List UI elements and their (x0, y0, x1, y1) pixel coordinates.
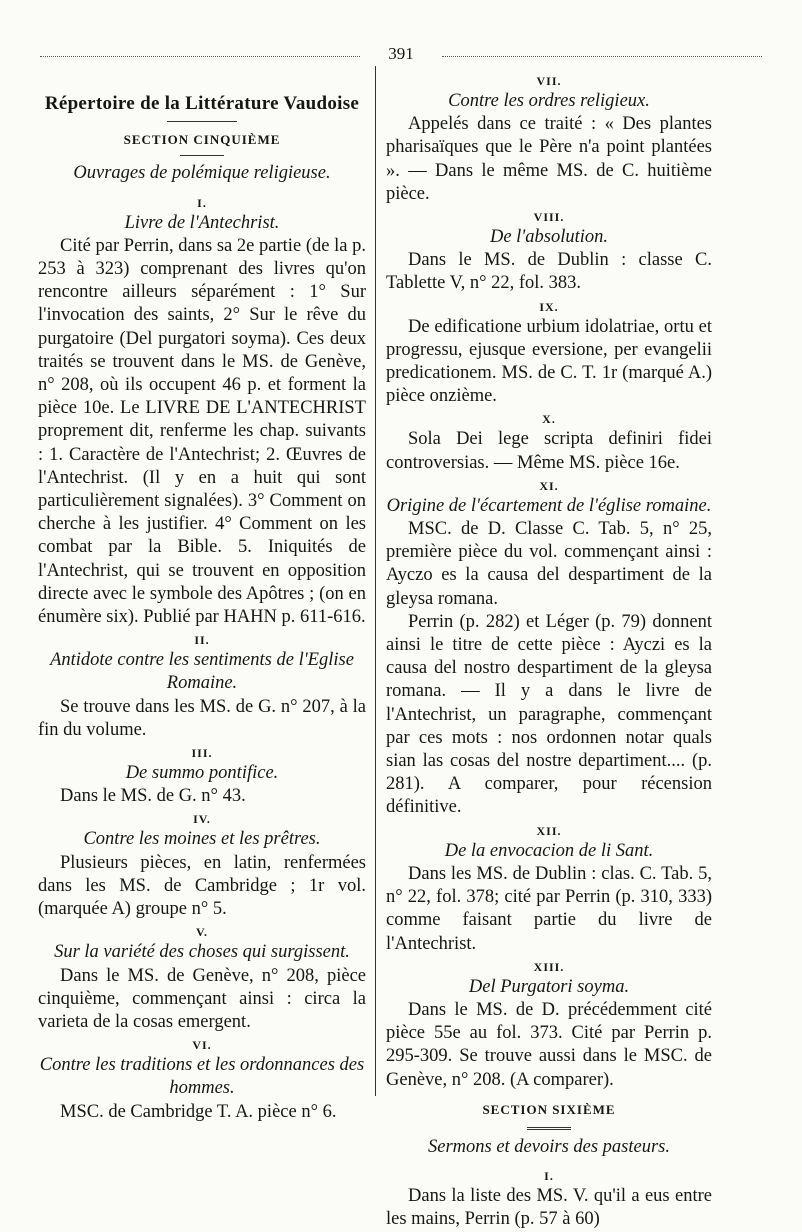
entry (38, 744, 366, 808)
entry-title: De l'absolution. (489, 227, 609, 248)
entry-number: IX. (539, 299, 559, 314)
entry-text: Dans la liste des MS. V. qu'il a eus entre les mains, Perrin (p. 57 à 60) (386, 1186, 712, 1230)
entry-title: Del Purgatori soyma. (468, 976, 630, 997)
entry-number: III. (191, 746, 213, 761)
entry-title: Livre de l'Antechrist. (124, 212, 280, 233)
entry-number: II. (194, 633, 210, 648)
column-divider (375, 66, 376, 1096)
entry (386, 477, 712, 820)
entry (386, 410, 712, 474)
page-number: 391 (388, 44, 414, 63)
right-column (386, 70, 712, 1232)
entry-text: MSC. de Cambridge T. A. pièce n° 6. (60, 1101, 337, 1122)
left-column (38, 70, 366, 1124)
page-header (40, 44, 762, 64)
entry-text: Sola Dei lege scripta definiri fidei controversias. — Même MS. pièce 16e. (386, 429, 712, 473)
title-rule (167, 121, 237, 122)
entry-title: Contre les moines et les prêtres. (83, 829, 321, 850)
entry-title: De summo pontifice. (125, 763, 279, 784)
entry-text: De edificatione urbium idolatriae, ortu et progressu, ejusque eversione, per evangelii predicationem. MS. de C. T. 1r (marqué A.) pièce onzième. (386, 316, 712, 407)
entry-number: I. (544, 1169, 554, 1184)
entry (38, 631, 366, 742)
entry (38, 194, 366, 630)
entry-number: VI. (192, 1038, 212, 1053)
entry (386, 208, 712, 296)
header-dotted-rule-left (40, 56, 360, 57)
entry-text: Dans le MS. de D. précédemment cité pièce 55e au fol. 373. Cité par Perrin p. 295-309. Se trouve aussi dans le MSC. de Genève, n° 208. (A comparer). (386, 999, 712, 1090)
section-subtitle: Ouvrages de polémique religieuse. (73, 163, 331, 184)
entry-number: V. (195, 925, 209, 940)
entry-text-continued: Perrin (p. 282) et Léger (p. 79) donnent ainsi le titre de cette pièce : Ayczi es la causa del nostro despartiment de la gleysa romana. — Il y a dans le livre de l'Antechrist, un paragraphe, commençant par ces mots : nos ordonnen notar quals sian las cosas del nostre departiment.... (p. 281). A comparer, pour récension définitive. (386, 611, 712, 818)
section-rule (180, 155, 224, 156)
entry-number: XI. (539, 478, 559, 493)
entry-text: Appelés dans ce traité : « Des plantes pharisaïques que le Père n'a point plantées ». — Dans le même MS. de C. huitième pièce. (386, 114, 712, 204)
entry (38, 810, 366, 921)
entry (386, 822, 712, 956)
entry-number: IV. (193, 812, 211, 827)
section-heading: SECTION CINQUIÈME (123, 132, 281, 148)
entry-text: Dans le MS. de Genève, n° 208, pièce cinquième, commençant ainsi : circa la varieta de la cosas emergent. (38, 965, 366, 1032)
entry (386, 72, 712, 206)
entry-text: Dans les MS. de Dublin : clas. C. Tab. 5, n° 22, fol. 378; cité par Perrin (p. 310, 333) comme faisant partie du livre de l'Antechrist. (386, 863, 712, 954)
section-subtitle: Sermons et devoirs des pasteurs. (427, 1136, 671, 1157)
entry-title: Contre les traditions et les ordonnances des hommes. (39, 1055, 365, 1099)
entry-title: De la envocacion de li Sant. (444, 840, 654, 861)
entry-text: MSC. de D. Classe C. Tab. 5, n° 25, première pièce du vol. commençant ainsi : Ayczo es la causa del despartiment de la gleysa romana. (386, 519, 712, 609)
entry-number: VII. (536, 74, 562, 88)
entry-text: Plusieurs pièces, en latin, renfermées dans les MS. de Cambridge ; 1r vol. (marquée A) groupe n° 5. (38, 852, 366, 920)
header-dotted-rule-right (442, 56, 762, 57)
entry-text: Se trouve dans les MS. de G. n° 207, à la fin du volume. (38, 696, 366, 740)
entry-number: XII. (536, 823, 562, 838)
entry (386, 1167, 712, 1231)
entry-title: Sur la variété des choses qui surgissent. (54, 942, 350, 963)
entry-number: VIII. (533, 210, 565, 225)
entry-title: Origine de l'écartement de l'église romaine. (386, 495, 712, 516)
entry-title: Antidote contre les sentiments de l'Eglise Romaine. (50, 650, 354, 694)
document-title: Répertoire de la Littérature Vaudoise (44, 93, 360, 114)
entry-number: I. (197, 195, 207, 210)
entry-text: Dans le MS. de G. n° 43. (60, 786, 246, 807)
entry-text: Cité par Perrin, dans sa 2e partie (de la p. 253 à 323) comprenant des livres qu'on rencontre ailleurs séparément : 1° Sur l'invocation des saints, 2° Sur le rêve du purgatoire (Del purgatori soyma). Ces deux traités se trouvent dans le MS. de Genève, n° 208, où ils occupent 46 p. et forment la pièce 10e. Le LIVRE DE L'ANTECHRIST proprement dit, renferme les chap. suivants : 1. Caractère de l'Antechrist; 2. Œuvres de l'Antechrist. (Il y en a huit qui sont particulièrement signalées). 3° Comment on cherche à les justifier. 4° Comment on les combat par la Bible. 5. Iniquités de l'Antechrist, qui se trouvent en opposition directe avec le symbole des Apôtres ; (on en énumère six). Publié par HAHN p. 611-616. (38, 235, 366, 628)
section-rule (527, 1127, 571, 1130)
section-heading: SECTION SIXIÈME (482, 1101, 616, 1117)
entry-title: Contre les ordres religieux. (448, 91, 650, 111)
entry (386, 958, 712, 1092)
entry-text: Dans le MS. de Dublin : classe C. Tablette V, n° 22, fol. 383. (386, 250, 712, 294)
entry-number: XIII. (533, 959, 565, 974)
entry (38, 923, 366, 1034)
entry (386, 298, 712, 409)
entry-number: X. (542, 412, 556, 427)
entry (38, 1036, 366, 1124)
